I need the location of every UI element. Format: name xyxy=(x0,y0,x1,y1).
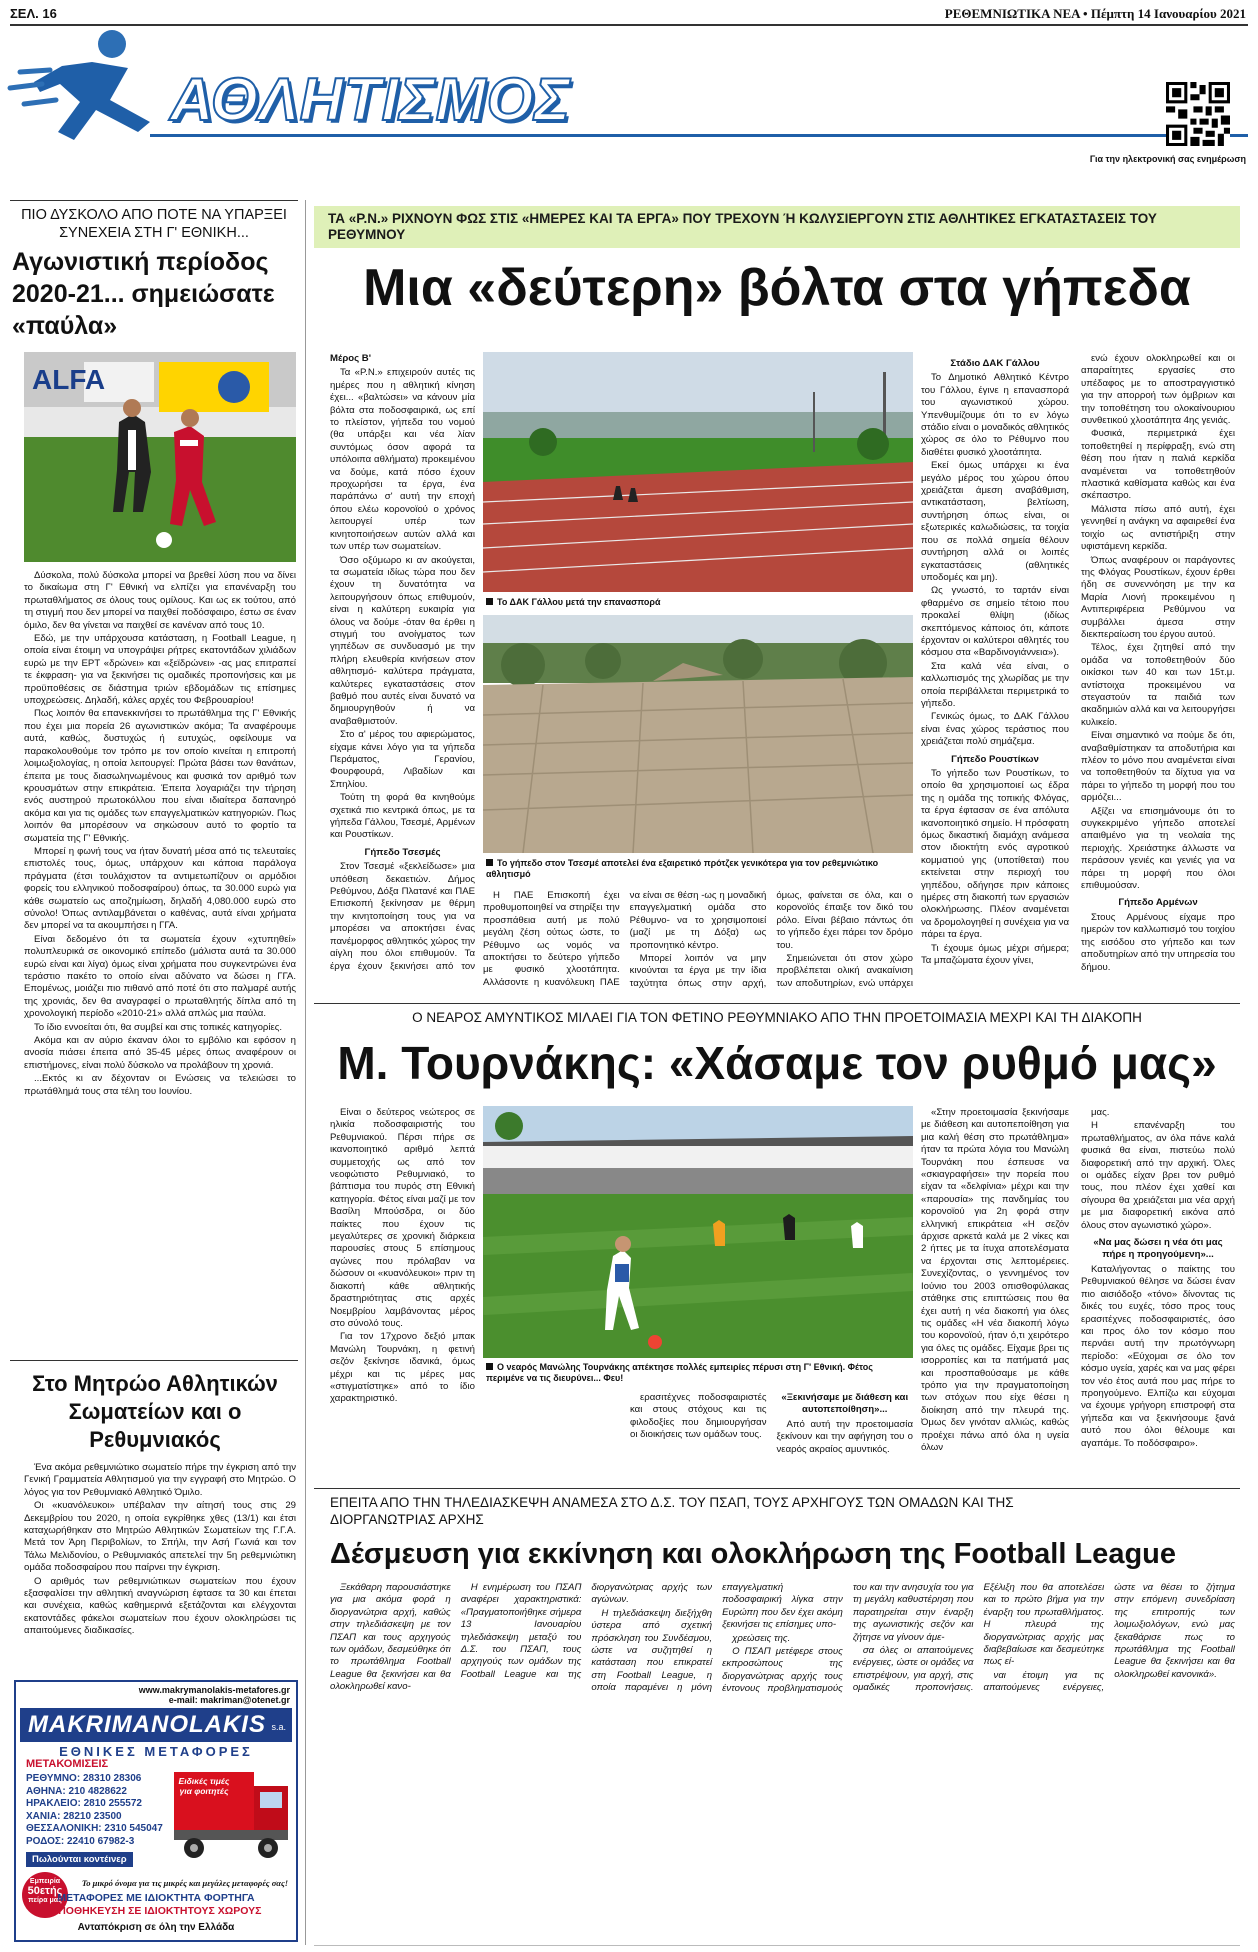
ad-slogan: Το μικρό όνομα για τις μικρές και μεγάλες μεταφορές σας! xyxy=(81,1878,289,1888)
ad-phone-item: ΡΟΔΟΣ: 22410 67982-3 xyxy=(26,1835,135,1847)
paragraph: μας. xyxy=(1091,1107,1110,1118)
paragraph: Καταλήγοντας ο παίκτης του Ρεθυμνιακού θέλησε να δώσει έναν πιο αισιόδοξο «τόνο» δίνοντας τις δικές του ευχές, τόσο προς τους ερασιτέχνες ποδοσφαιριστές, όσο και προς όλο τον κόσμο που περνάει αυτή την πρωτόγνωρη περίοδο: «Εύχομαι σε όλο τον κόσμο υγεία, χαρές και να μας φέρει τον νέο έτος αυτά που μας πήρε το προηγούμενο. Ελπίζω και εύχομαι να έχουμε γρήγορη επιστροφή στα γήπεδα και να ξεκινήσουμε ξανά αυτό που όλοι θέλουμε και αγαπάμε. Το ποδόσφαιρο». xyxy=(1081,1263,1235,1449)
ad-line1: ΜΕΤΑΦΟΡΕΣ ΜΕ ΙΔΙΟΚΤΗΤΑ ΦΟΡΤΗΓΑ xyxy=(57,1892,255,1904)
caption-tournakis: Ο νεαρός Μανώλης Τουρνάκης απέκτησε πολλές εμπειρίες πέρυσι στη Γ' Εθνική. Φέτος περιμένε να τις διευρύνει... Φευ! xyxy=(486,1362,873,1383)
ad-line2: ΑΠΟΘΗΚΕΥΣΗ ΣΕ ΙΔΙΟΚΤΗΤΟΥΣ ΧΩΡΟΥΣ xyxy=(50,1905,262,1917)
paragraph: «Στην προετοιμασία ξεκινήσαμε με διάθεση και αυτοπεποίθηση για μια καλή θέση στο πρωτάθλημα» ήταν τα πρώτα λόγια του Μανώλη Τουρνάκη που έσπευσε να «σκιαγραφήσει» την πορεία που είχαν τα «δελφίνια» μέχρι και την «παρουσία» της πανδημίας του κορονοϊού για 2η φορά στην ελληνική επικράτεια «Η σεζόν άρχισε αρκετά καλά με 2 νίκες και 2 ήττες με τα ίτυχα αποτελέσματα να έρχονται στις λεπτομέρειες. Συνεχίζοντας, ο γεννημένος τον Ιούνιο του 2003 οπισθοφύλακας στάθηκε στις επιπτώσεις που θα έχει αυτή η νέα διακοπή για όλες τις ομάδες «Η νέα διακοπή λόγω του κορονοϊού, ήταν ό,τι χειρότερο για όλες τις ομάδες. Είχαμε βρει τις ισορροπίες και τα πατήματά μας και προσπαθούσαμε με κάθε τρόπο για την πραγματοποίηση των στόχων που είχε θέσει η διοίκηση από την πλευρά της. Όμως δεν γινόταν αλλιώς, καθώς προέχει πάνω από όλα η υγεία όλων xyxy=(921,1107,1069,1453)
subheading: «Να μας δώσει η νέα ότι μας πήρε η προηγούμενη»... xyxy=(1093,1237,1223,1261)
second-kicker: Ο ΝΕΑΡΟΣ ΑΜΥΝΤΙΚΟΣ ΜΙΛΑΕΙ ΓΙΑ ΤΟΝ ΦΕΤΙΝΟ ΡΕΘΥΜΝΙΑΚΟ ΑΠΟ ΤΗΝ ΠΡΟΕΤΟΙΜΑΣΙΑ ΜΕΧΡΙ ΚΑΙ ΤΗ ΔΙΑΚΟΠΗ xyxy=(412,1010,1142,1025)
second-bottom-columns xyxy=(630,1392,913,1482)
paragraph: Από αυτή την προετοιμασία ξεκίνουν και την αφήγηση του ο νεαρός ακραίος αμυντικός. xyxy=(776,1418,913,1455)
ad-moves-title: ΜΕΤΑΚΟΜΙΣΕΙΣ xyxy=(26,1758,109,1770)
paragraph: Εδώ, με την υπάρχουσα κατάσταση, η Football League, η οποία είναι έτοιμη να υπογράψει ρήτρες εκατοντάδων χιλιάδων ευρώ με την ΕΡΤ «δρώνει» και «ξεϊδρώνει» -ας μας επιτραπεί τε έκφραση- για να ξεκινήσει τις ομαδικές προπονήσεις και με προϋποθέσεις σε διάστημα τριών εβδομάδων τις επίσημες υποχρεώσεις. Δηλαδή, κάλες αρχές του Φεβρουαρίου! xyxy=(24,633,296,707)
ad-subtitle: ΕΘΝΙΚΕΣ ΜΕΤΑΦΟΡΕΣ xyxy=(59,1744,253,1759)
paragraph: Στον Τσεσμέ «ξεκλείδωσε» μια υπόθεση δεκαετιών. Δήμος Ρεθύμνου, Δόξα Πλατανέ και ΠΑΕ Επισκοπή ξεκίνησαν με θέρμη την κινητοποίηση τους για να μπορέσει να αποκτήσει ένας πανέμορφος αθλητικός χώρος την αίγλη που όλοι επιθυμούν. Τα έργα έχουν ξεκινήσει από τον xyxy=(330,861,475,972)
subheading: «Ξεκινήσαμε με διάθεση και αυτοπεποίθηση»... xyxy=(781,1392,909,1416)
ad-brand: MAKRIMANOLAKIS xyxy=(28,1711,266,1738)
paragraph: Οι «κυανόλευκοι» υπέβαλαν την αίτησή τους στις 29 Δεκεμβρίου του 2020, η οποία εγκρίθηκε χθες (13/1) και έτσι καταχωρήθηκαν στο Μητρώο Αθλητικών Σωματείων της Γ.Γ.Α. Μετά τον Άρη Περιβολίων, το Σπήλι, την Ασή Γωνιά και τον Τάλω Μελιδονίου, ο Ρεθυμνιακός απετελεί την 5η ρεθεμνιώτικη ομάδα ποδοσφαίρου που παίρνει την έγκριση. xyxy=(24,1500,296,1574)
page-number: ΣΕΛ. 16 xyxy=(10,6,57,21)
paragraph: Ο αριθμός των ρεθεμνιώτικων σωματείων που έχουν εξασφαλίσει την αθλητική αναγνώριση έφτασε τα 30 και έπεται και συνέχεια, καθώς καθημερινά εξετάζονται και ελέγχονται εκατοντάδες φάκελοι σωματείων που έχουν ολοκληρώσει τις απαιτούμενες διαδικασίες. xyxy=(24,1575,296,1637)
main-kicker: ΤΑ «Ρ.Ν.» ΡΙΧΝΟΥΝ ΦΩΣ ΣΤΙΣ «ΗΜΕΡΕΣ ΚΑΙ ΤΑ ΕΡΓΑ» ΠΟΥ ΤΡΕΧΟΥΝ Ή ΚΩΛΥΣΙΕΡΓΟΥΝ ΣΤΙΣ ΑΘΛΗΤΙΚΕΣ ΕΓΚΑΤΑΣΤΑΣΕΙΣ ΤΟΥ ΡΕΘΥΜΝΟΥ xyxy=(314,206,1240,248)
ad-phone-item: ΧΑΝΙΑ: 28210 23500 xyxy=(26,1810,122,1822)
second-col-3 xyxy=(921,1107,1069,1482)
section-title: ΑΘΛΗΤΙΣΜΟΣ xyxy=(170,66,571,133)
subheading: Γήπεδο Τσεσμές xyxy=(364,846,441,858)
paragraph: Ακόμα και αν αύριο έκαναν όλοι το εμβόλιο και εφόσον η ανοσία πιάσει έπειτα από 35-45 μέρες όπως αναφέρουν οι επιστήμονες, είναι πολύ δύσκολο να προλάβουν τη χρονιά. xyxy=(24,1035,296,1071)
ad-phone-item: ΗΡΑΚΛΕΙΟ: 2810 255572 xyxy=(26,1798,142,1809)
paragraph: Τέλος, έχει ζητηθεί από την ομάδα να τοποθετηθούν δύο οικίσκοι των 40 και των 15τ.μ. αντίστοιχα προκειμένου να στεγαστούν τα παιδιά των ακαδημιών αλλά και να λειτουργήσει κυλικείο. xyxy=(1081,642,1235,728)
paragraph: Στα καλά νέα είναι, ο καλλωπισμός της χλωρίδας με την οποία περιβάλλεται περιμετρικά το γήπεδο. xyxy=(921,660,1069,709)
left-column xyxy=(10,200,298,1945)
second-col-1 xyxy=(330,1107,475,1415)
subheading: Γήπεδο Αρμένων xyxy=(1118,897,1198,909)
third-kicker: ΕΠΕΙΤΑ ΑΠΟ ΤΗΝ ΤΗΛΕΔΙΑΣΚΕΨΗ ΑΝΑΜΕΣΑ ΣΤΟ Δ.Σ. ΤΟΥ ΠΣΑΠ, ΤΟΥΣ ΑΡΧΗΓΟΥΣ ΤΩΝ ΟΜΑΔΩΝ ΚΑΙ ΤΗΣ ΔΙΟΡΓΑΝΩΤΡΙΑΣ ΑΡΧΗΣ xyxy=(330,1495,1014,1527)
paragraph: Γενικώς όμως, το ΔΑΚ Γάλλου είναι ένας χώρος τεράστιος που χρειάζεται πολύ σημάζεμα. xyxy=(921,711,1069,748)
photo-dak-gallou xyxy=(483,352,913,592)
paragraph: Όσο οξύμωρο κι αν ακούγεται, τα σωματεία ιδίως τώρα που δεν έχουν τη δυνατότητα να λειτουργήσουν όπως επιθυμούν, είναι η καλύτερη ευκαιρία για όλους να δούμε -όταν θα έρθει η στιγμή του ανοίγματος των γηπέδων σε συνδυασμό με την πλήρη ελευθερία κινήσεων στον αθλητισμό- καλύτερα πράγματα, καλύτερες εγκαταστάσεις στον βαθμό που αυτές είναι δυνατό να δημιουργηθούν ή να αναβαθμιστούν. xyxy=(330,554,475,727)
paragraph: Η τηλεδιάσκεψη διεξήχθη ύστερα από σχετική πρόσκληση του Συνδέσμου, ώστε να συζητηθεί η κατάσταση που επικρατεί στη Football League, η οποία παραμένει η μόνη επαγγελματική ποδοσφαιρική λίγκα στην Ευρώπη που δεν έχει ακόμη ξεκινήσει τις επίσημες υπο- xyxy=(591,1582,843,1694)
left-headline: Αγωνιστική περίοδος 2020-21... σημειώσατε «παύλα» xyxy=(12,248,275,340)
main-col-1 xyxy=(330,353,475,993)
third-article-body xyxy=(330,1582,1235,1742)
experience-line2: 50ετής xyxy=(27,1885,63,1897)
qr-code-icon[interactable] xyxy=(1166,82,1230,146)
paragraph: Η ενημέρωση του ΠΣΑΠ αναφέρει χαρακτηριστικά: «Πραγματοποιήθηκε σήμερα 13 Ιανουαρίου τηλεδιάσκεψη μεταξύ του Δ.Σ. του ΠΣΑΠ, τους αρχηγούς των ομάδων της Football League και της διοργανώτριας αρχής των αγώνων. xyxy=(460,1582,713,1680)
paragraph: Μάλιστα πίσω από αυτή, έχει γεννηθεί η ανάγκη να αφαιρεθεί ένα τοιχίο ως αντιστήριξη στην υφιστάμενη κερκίδα. xyxy=(1081,503,1235,553)
experience-line1: Εμπειρία xyxy=(29,1878,61,1885)
experience-line3: πείρα μας xyxy=(28,1897,62,1904)
caption-tsesmes: Το γήπεδο στον Τσεσμέ αποτελεί ένα εξαιρετικό πρότζεκ γενικότερα για τον ρεθεμνιώτικο αθλητισμό xyxy=(486,858,879,879)
registry-body xyxy=(24,1462,296,1662)
paragraph: Είναι ο δεύτερος νεώτερος σε ηλικία ποδοσφαιριστής του Ρεθυμνιακού. Πέρσι πήρε σε ικανοποιητικό αριθμό λεπτά συμμετοχής ως από τον νεοφώτιστο Ρεθυμνιακό, το βάπτισμα του πυρός στη Εθνική κατηγορία. Φέτος είναι μαζί με τον Βασίλη Μπούσδρα, οι δύο παίκτες που έχουν τις μεγαλύτερες σε χρονική διάρκεια παρουσίες στους 5 επίσημους αγώνες που πρόλαβαν να δώσουν οι «κυανόλευκοι» πριν τη διακοπή κάθε αθλητικής δραστηριότητας στις αρχές Νοεμβρίου λαμβάνοντας μέρος στο σύνολό τους. xyxy=(330,1107,475,1329)
paragraph: Όπως αναφέρουν οι παράγοντες της Φλόγας Ρουστίκων, έχουν έρθει ήδη σε συνεννόηση με την κα Μαρία Λιονή προκειμένου η Αντιπεριφέρεια Ρεθύμνου να συμβάλλει άμεσα στην διεκπεραίωση του έργου αυτού. xyxy=(1081,554,1235,640)
transport-ad[interactable] xyxy=(14,1680,298,1942)
main-bottom-columns xyxy=(483,890,913,992)
ad-url[interactable]: www.makrymanolakis-metafores.gr xyxy=(138,1685,290,1695)
left-article-body xyxy=(24,570,296,1345)
paragraph: Ξεκάθαρη παρουσιάστηκε για μια ακόμα φορά η διοργανώτρια αρχή, καθώς στην τηλεδιάσκεψη με τον ΠΣΑΠ και τους αρχηγούς των ομάδων, δεσμεύθηκε ότι το πρωτάθλημα Football League θα ξεκινήσει και θα ολοκληρωθεί κανο- xyxy=(330,1582,451,1693)
paragraph: Η επανέναρξη του πρωταθλήματος, αν όλα πάνε καλά φυσικά θα είναι, πιστεύω πολύ διαφορετική από την αρχική. Όλες οι ομάδες είχαν βρει τον ρυθμό τους, που πλέον έχει χαθεί και σίγουρα θα χρειάζεται μια νέα αρχή με μια διαφορετική εικόνα από όλους στον αγωνιστικό χώρο». xyxy=(1081,1120,1235,1231)
paragraph: Είναι σημαντικό να πούμε δε ότι, αναβαθμίστηκαν τα αποδυτήρια και πλέον το μόνο που αναμένεται είναι να τοποθετηθούν τα δίχτυα για να πάρει το γήπεδο τη μορφή που του αρμόζει... xyxy=(1081,730,1235,804)
vertical-divider xyxy=(305,200,306,1945)
main-col-3 xyxy=(921,353,1069,993)
photo-tsesmes xyxy=(483,615,913,853)
paragraph: σα όλες οι απαιτούμενες ενέργειες, ώστε οι ομάδες να επιστρέψουν, για αρχή, στις ομαδικές προπονήσεις. Εξέλιξη που θα αποτελέσει και το πρώτο βήμα για την έναρξη του πρωταθλήματος. Η πλευρά της διοργανώτριας αρχής μας διαβεβαίωσε και δεσμεύτηκε πως εί- xyxy=(852,1582,1105,1694)
runner-logo-icon xyxy=(0,22,170,152)
caption-dak-gallou: Το ΔΑΚ Γάλλου μετά την επανασπορά xyxy=(486,597,911,608)
newspaper-date: ΡΕΘΕΜΝΙΩΤΙΚΑ ΝΕΑ • Πέμπτη 14 Ιανουαρίου 2021 xyxy=(944,6,1246,21)
paragraph: χρεώσεις της. xyxy=(732,1632,791,1644)
paragraph: Μπορεί η φωνή τους να ήταν δυνατή μέσα από τις τελευταίες επιστολές τους, όμως, υπάρχουν και κάποια παράλογα πράγματα (έτσι τουλάχιστον τα αντιμετωπίζουν οι αρμόδιοι φορείς του ελληνικού ποδοσφαίρου) όπως, τα 30.000 ευρώ για κάθε σωματείο ως αποζημίωση, δηλαδή 4,080.000 ευρώ στο σύνολο! Όπως αντιλαμβάνεται ο καθένας, αυτά είναι χρήματα δεν μπορεί να τα ακουμπήσει η ΓΓΑ. xyxy=(24,845,296,932)
paragraph: Το ίδιο εννοείται ότι, θα συμβεί και στις τοπικές κατηγορίες. xyxy=(34,1021,283,1033)
subheading: Στάδιο ΔΑΚ Γάλλου xyxy=(950,358,1040,369)
ad-email[interactable]: e-mail: makriman@otenet.gr xyxy=(168,1695,290,1705)
paragraph: Σημειώνεται ότι στον χώρο προβλέπεται ολική ανακαίνιση των αποδυτηρίων, ενώ υπάρχει xyxy=(776,953,913,989)
photo-sign-text: ALFA xyxy=(32,364,106,395)
paragraph: Είναι δεδομένο ότι τα σωματεία έχουν «χτυπηθεί» πολυπλευρικά σε οικονομικό επίπεδο (μάλιστα αυτά τα 30.000 ευρώ είναι και λίγα) όμως είναι χρήματα που συγκεντρώνει ένα τεράστιο πακέτο το οποίο είναι αδύνατο να δώσει η ΓΓΑ. Επομένως, μοιάζει πιο πιθανό από ποτέ ότι στο παλμαρέ αυτής της χρονιάς, δεν θα αναγραφεί ο πρωταθλητής δίπλα από τη χρονολογική περίοδο «2010-21» αλλά απλώς μια παύλα. xyxy=(24,933,296,1020)
paragraph: Τι έχουμε όμως μέχρι σήμερα; Τα μπαζώματα έχουν γίνει, xyxy=(921,942,1069,967)
paragraph: Στους Αρμένους είχαμε προ ημερών τον καλλωπισμό του τοιχίου της εισόδου στο γήπεδο και των αποδυτηρίων από την υπηρεσία του δήμου. xyxy=(1081,911,1235,973)
paragraph: Η ΠΑΕ Επισκοπή έχει προθυμοποιηθεί να στηρίξει την προσπάθεια αυτή με πολύ μεγάλη ζέση ούτως ώστε, το Ρέθυμνο ως νομός να αποκτήσει το δεύτερο γήπεδο με φυσικό χλοοτάπητα. Αλλάσοντε η κυανόλευκη ΠΑΕ να είναι σε θέση -ως η μοναδική επαγγελματική ομάδα στο Ρέθυμνο- να το χρησιμοποιεί (μαζί με τη Δόξα) ως προπονητικό κέντρο. xyxy=(483,890,767,988)
paragraph: Τούτη τη φορά θα κινηθούμε σχετικά πιο κεντρικά όπως, με τα γήπεδα Γάλλου, Τσεσμέ, Αρμένων και Ρουστίκων. xyxy=(330,792,475,841)
ad-phone-item: ΘΕΣΣΑΛΟΝΙΚΗ: 2310 545047 xyxy=(26,1823,163,1834)
paragraph: ενώ έχουν ολοκληρωθεί και οι απαραίτητες εργασίες στο υπέδαφος με το αποστραγγιστικό για την απορροή των όμβριων και την τοποθέτηση του ολοκαίνουριου συνθετικού χλοοτάπητα 4ης γενιάς. xyxy=(1081,353,1235,427)
ad-bubble: Ειδικές τιμές για φοιτητές xyxy=(178,1776,230,1796)
paragraph: Ως γνωστό, το ταρτάν είναι φθαρμένο σε σημείο τέτοιο που προκαλεί θλίψη (ιδίως σκεπτόμενος κάποιος ότι, κάποτε έρχονταν οι καλύτεροι αθλητές του κόσμου στα «Βαρδινογιάννεια»). xyxy=(921,585,1069,659)
paragraph: Για τον 17χρονο δεξιό μπακ Μανώλη Τουρνάκη, η φετινή σεζόν ξεκίνησε ιδανικά, όμως μέχρι και τις μέρες μας «στιγματίστηκε» από το ίδιο χαρακτηριστικό. xyxy=(330,1331,475,1405)
main-headline: Μια «δεύτερη» βόλτα στα γήπεδα xyxy=(363,259,1191,317)
header-rule xyxy=(10,24,1248,26)
ad-brand-suffix: s.a. xyxy=(271,1722,286,1732)
paragraph: Αξίζει να επισημάνουμε ότι το συγκεκριμένο γήπεδο αποτελεί απαιθμένο για τη νεολαία της περιοχής. Χρειάστηκε άλλωστε να περάσουν γενιές και γενιές για να πάρει τη μορφή που όλοι επιθυμούσαν. xyxy=(1081,805,1235,892)
second-col-4 xyxy=(1081,1107,1235,1482)
paragraph: ερασιτέχνες ποδοσφαιριστές και στους στόχους και τις φιλοδοξίες που δημιουργήσαν οι διοικήσεις των ομάδων τους. xyxy=(630,1392,767,1441)
third-headline: Δέσμευση για εκκίνηση και ολοκλήρωση της Football League xyxy=(330,1538,1176,1570)
left-kicker: ΠΙΟ ΔΥΣΚΟΛΟ ΑΠΟ ΠΟΤΕ ΝΑ ΥΠΑΡΞΕΙ ΣΥΝΕΧΕΙΑ ΣΤΗ Γ' ΕΘΝΙΚΗ... xyxy=(21,207,287,241)
ad-phone-item: ΑΘΗΝΑ: 210 4828622 xyxy=(26,1785,127,1797)
paragraph: Δύσκολα, πολύ δύσκολα μπορεί να βρεθεί λύση που να δίνει το δικαίωμα στη Γ' Εθνική να ελπίζει για επανέναρξη του πρωταθλήματος σε όλους τους ομίλους. Και ως εκ τούτου, από τη στιγμή που δεν μπορεί να παιχθεί ποδόσφαιρο, έστω σε έναν όμιλο, δεν θα γίνεται να παιχθεί σε κανέναν από τους 10. xyxy=(24,570,296,631)
registry-headline: Στο Μητρώο Αθλητικών Σωματείων και ο Ρεθυμνιακός xyxy=(32,1371,278,1452)
ad-phone-item: ΡΕΘΥΜΝΟ: 28310 28306 xyxy=(26,1773,142,1784)
title-rule xyxy=(150,134,1248,137)
qr-caption: Για την ηλεκτρονική σας ενημέρωση xyxy=(1089,154,1246,164)
paragraph: Ο ΠΣΑΠ μετέφερε στους εκπροσώπους της διοργανώτριας αρχής τους έντονους προβληματισμούς του και την ανησυχία του για τη μεγάλη καθυστέρηση που παρατηρείται στην έναρξη της αγωνιστικής σεζόν και ζήτησε να γίνουν άμε- xyxy=(722,1582,974,1695)
ad-phone-list xyxy=(26,1773,166,1848)
paragraph: Το γήπεδο των Ρουστίκων, το οποίο θα χρησιμοποιεί ως έδρα της η ομάδα της τοπικής Φλόγας, τα έργα έφτασαν σε ένα απόλυτα ικανοποιητικό σημείο. Η πρόσφατη όμως δικαστική διαμάχη ανάμεσα στον ιδιοκτήτη ενός αγροτικού κομματιού γης (υποτίθεται) που εκτείνεται στην περιοχή του γηπέδου, οδήγησε πριν κάποιες ημέρες στη διακοπή των εργασιών ολοκλήρωσης. Πλέον αναμένεται να δρομολογηθεί η συνέχεια για να πάρει τα έργα. xyxy=(921,768,1069,941)
second-col-1-bottom xyxy=(483,1392,623,1482)
left-photo xyxy=(24,352,296,562)
paragraph: Εκεί όμως υπάρχει κι ένα μεγάλο μέρος του χώρου όπου χρειάζεται άμεση αναβάθμιση, αντικατάσταση, βελτίωση, συντήρηση όπως είναι, οι εξωτερικές καλωδιώσεις, τα τοιχία που σε πολλά σημεία θέλουν συντήρηση αλλά οι λοιπές εγκαταστάσεις (αθλητικές υποδομές και μη). xyxy=(921,460,1069,583)
paragraph: ναι έτοιμη για τις απαιτούμενες ενέργειες, ώστε να θέσει το ζήτημα στην επόμενη συνεδρίαση της επιτροπής των λοιμωξιολόγων, ενώ μας ξεκαθάρισε πως το πρωτάθλημα της Football League θα ξεκινήσει και θα ολοκληρωθεί κανονικά». xyxy=(983,1582,1235,1694)
paragraph: Μέρος Β' xyxy=(330,353,371,364)
paragraph: Φυσικά, περιμετρικά έχει τοποθετηθεί η περίφραξη, ενώ στη θέση που ήταν η παλιά κερκίδα αναμένεται να τοποθετηθούν πλαστικά καθίσματα καθώς και ένα σκέπαστρο. xyxy=(1081,428,1235,502)
subheading: Γήπεδο Ρουστίκων xyxy=(951,753,1039,765)
paragraph: Το Δημοτικό Αθλητικό Κέντρο του Γάλλου, έγινε η επανασπορά του αγωνιστικού χώρου. Υπενθυμίζουμε ότι το εν λόγω στάδιο είναι ο μοναδικός αθλητικός χώρος σε όλο το Ρέθυμνο που διαθέτει φυσικό χλοοτάπητα. xyxy=(921,372,1069,458)
paragraph: Πως λοιπόν θα επανεκκινήσει το πρωτάθλημα της Γ' Εθνικής που έχει μια πορεία 26 αγωνιστικών ακόμα; Τα αναφέρουμε αυτά, καθώς, δυστυχώς ή ευτυχώς, οφείλουμε να παρακολουθούμε τον τρόπο με τον οποίο κινείται η επιτροπή λοιμωξιολογίας, η οποία λειτουργεί: Πρώτα βάσει των θανάτων, έπειτα με τους διασωληνωμένους και φυσικά τον αριθμό των κρουσμάτων στην επικράτεια. Έπειτα λογαριάζει την τήρηση ενός αυστηρού πρωτοκόλλου που είναι ιδιαίτερα δαπανηρό ακόμα και για τις ομάδες των επαγγελματικών κατηγοριών. Πως λοιπόν θα μπορέσουν να σηκώσουν αυτό το φορτίο τα σωματεία της Γ' Εθνικής. xyxy=(24,708,296,844)
paragraph: ...Εκτός κι αν δέχονταν οι Ενώσεις να τελειώσει το πρωτάθλημά τους στα τέλη του Ιουνίου. xyxy=(24,1073,296,1097)
main-col-4 xyxy=(1081,353,1235,993)
paragraph: Στο α' μέρος του αφιερώματος, είχαμε κάνει λόγο για τα γήπεδα Περάματος, Γερανίου, Φουρφουρά, Λιβαδίων και Σπηλίου. xyxy=(330,729,475,790)
photo-tournakis xyxy=(483,1106,913,1358)
paragraph: Ένα ακόμα ρεθεμνιώτικο σωματείο πήρε την έγκριση από την Γενική Γραμματεία Αθλητισμού για την εγγραφή στο Μητρώο. Ο λόγος για τον Ρεθυμνιακό Αθλητικό Όμιλο. xyxy=(24,1462,296,1498)
second-headline: Μ. Τουρνάκης: «Χάσαμε τον ρυθμό μας» xyxy=(337,1037,1217,1089)
paragraph: Τα «Ρ.Ν.» επιχειρούν αυτές τις ημέρες που η αθλητική κίνηση έχει... «βαλτώσει» να κάνουν μία βόλτα στα ποδοσφαιρικά, ως επί το πλείστον, γήπεδα του νομού (θα υπάρξει και νέα λίαν συντόμως όσον αφορά τα υπόλοιπα αθλήματα) προκειμένου να δούμε, κατά πόσο έχουν προχωρήσει τα έργα, ένα παράπάνω σ' αυτή την εποχή όπου ελέω κορονοϊού ο χρόνος λειτουργεί υπέρ των κινητοποιήσεων αυτών αλλά και των υπέρ των σωματείων. xyxy=(330,367,475,553)
ad-container-label: Πωλούνται κοντέινερ xyxy=(26,1852,133,1867)
paragraph: Μπορεί λοιπόν να μην κινούνται τα έργα με την ίδια ταχύτητα όπως στην αρχή, όμως, φαίνεται σε όλα, και ο κορονοϊός έπαιξε τον δικό του ρόλο. Είναι βέβαιο πάντως ότι το γήπεδο έχει πάρει τον δρόμο του. xyxy=(629,890,913,989)
ad-line3: Ανταπόκριση σε όλη την Ελλάδα xyxy=(77,1922,235,1933)
